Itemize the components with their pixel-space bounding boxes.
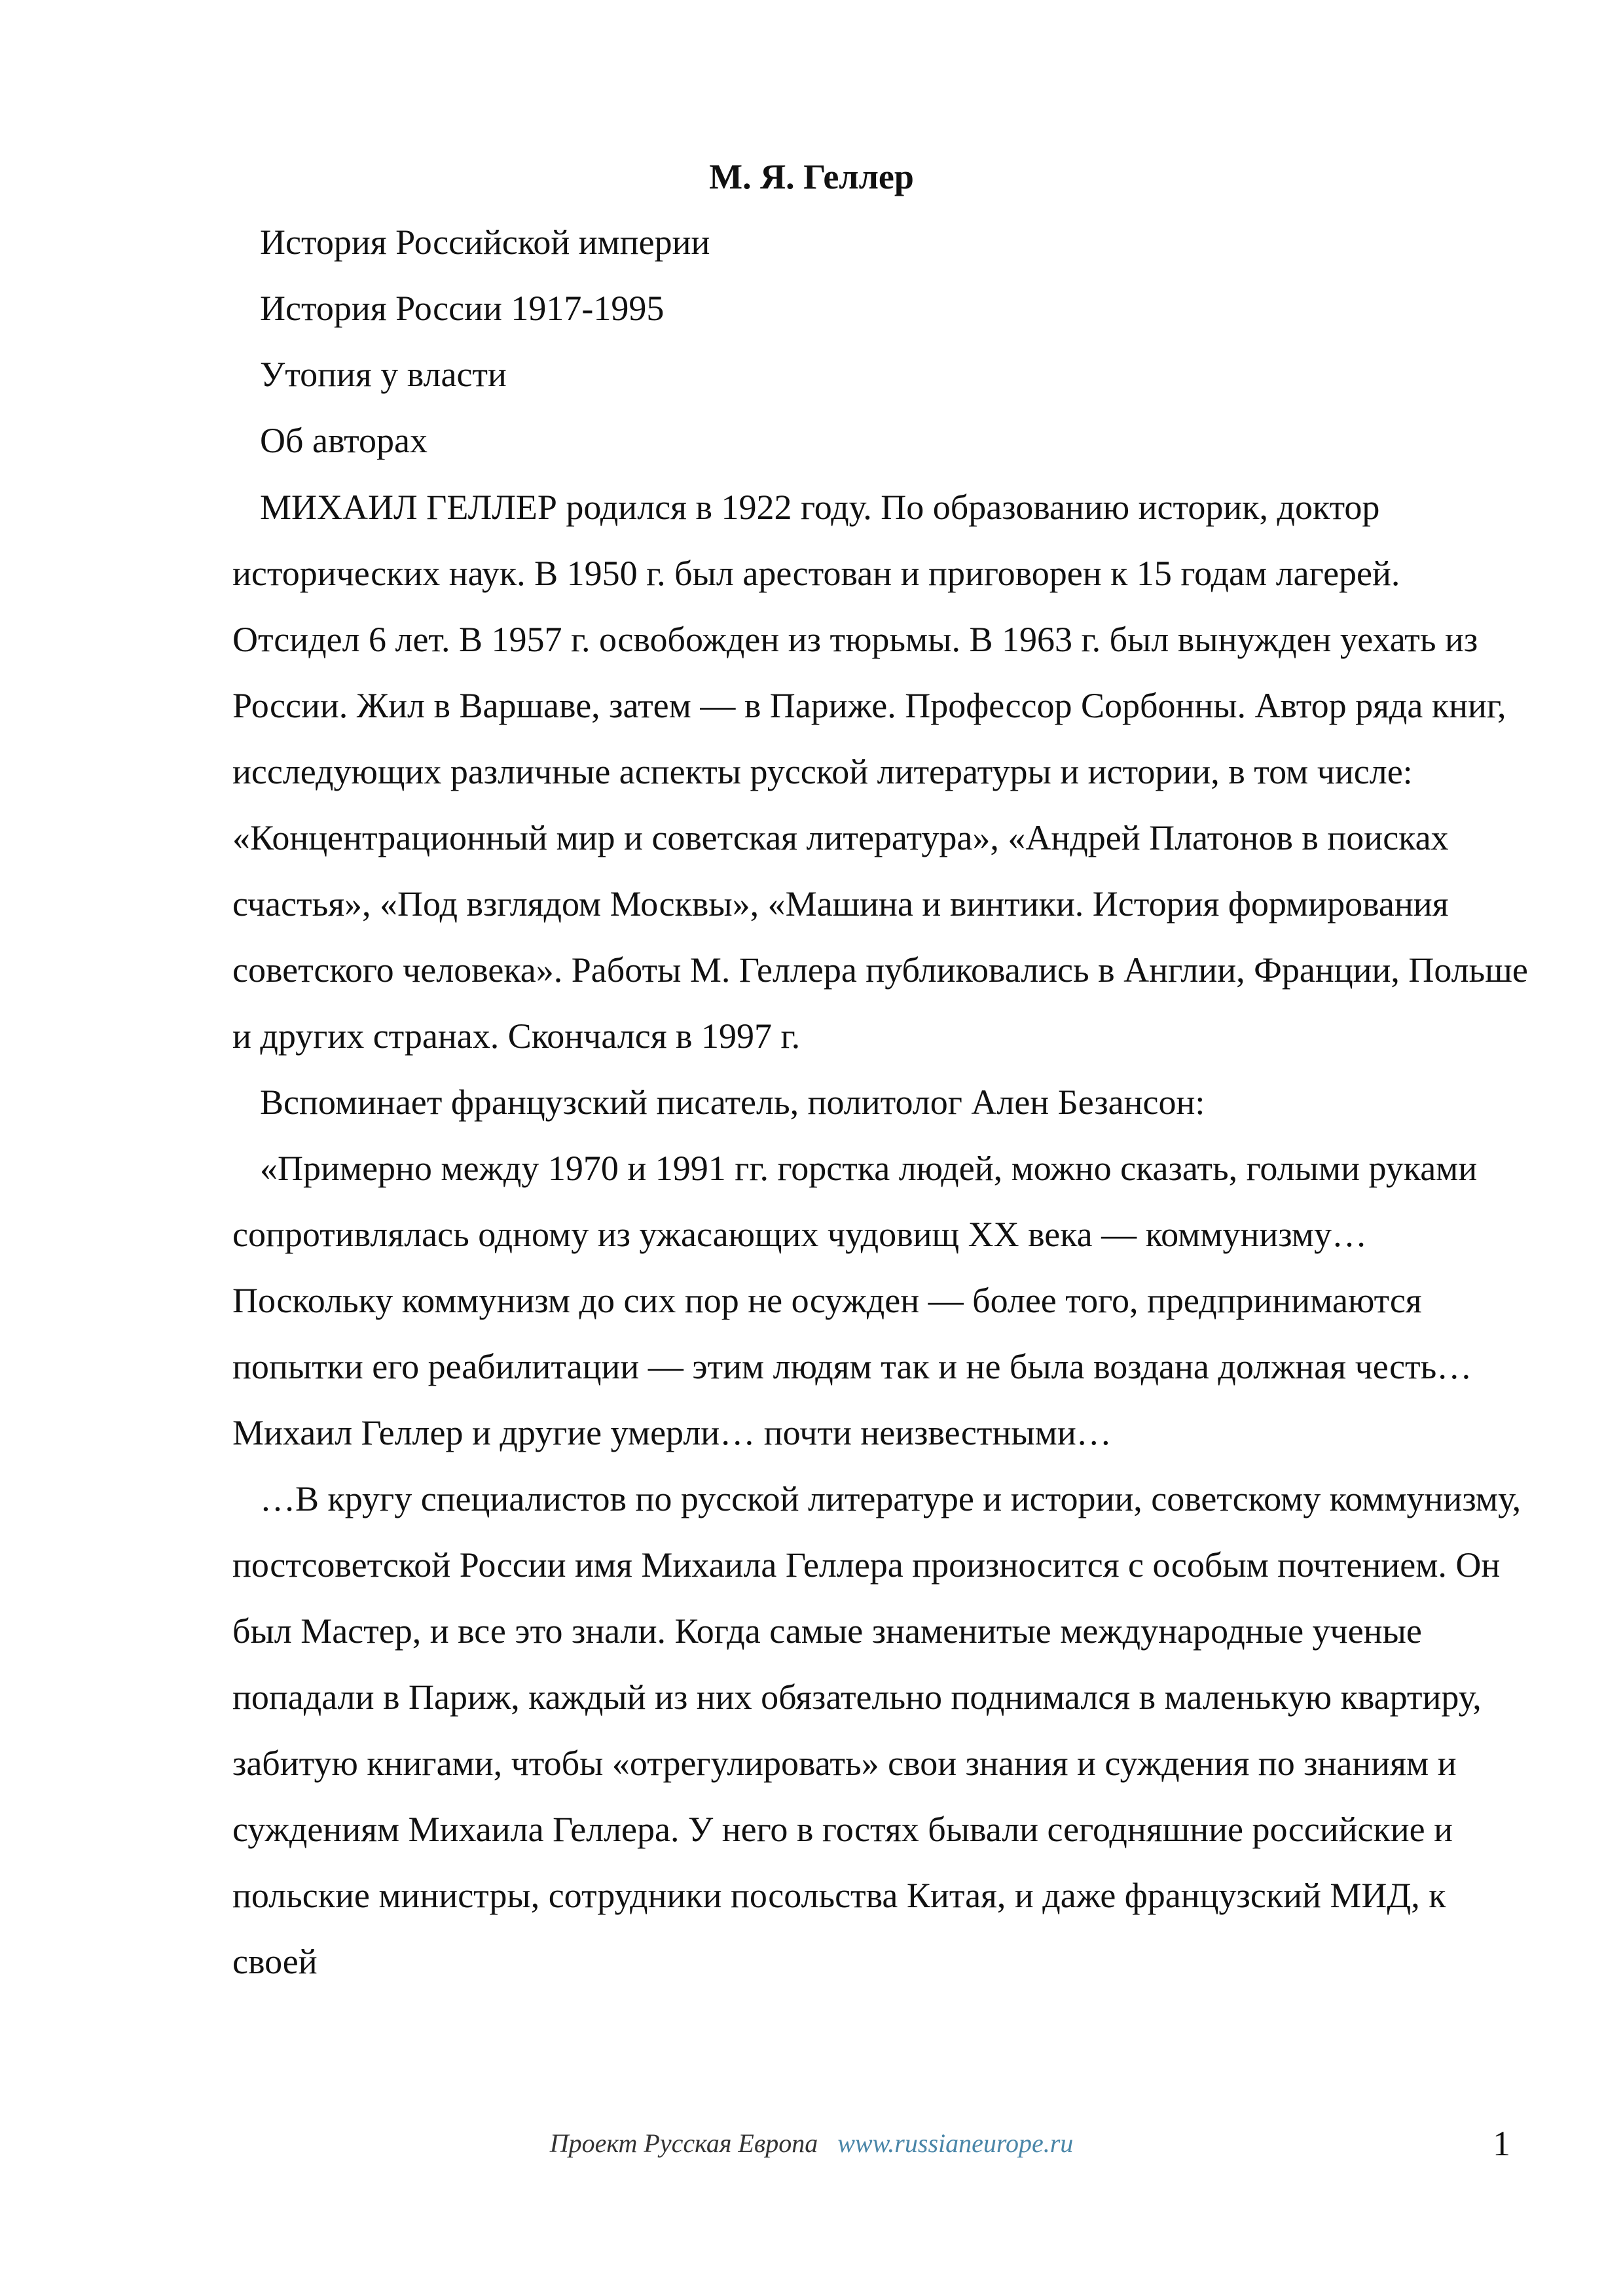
paragraph-intro-quote: Вспоминает французский писатель, политолог Ален Безансон: xyxy=(260,1083,1205,1122)
page-number: 1 xyxy=(1493,2124,1510,2163)
author-title: М. Я. Геллер xyxy=(709,157,914,196)
footer-project-name: Проект Русская Европа xyxy=(549,2128,818,2158)
document-body xyxy=(232,475,1535,1995)
paragraph-quote-2: …В кругу специалистов по русской литературе и истории, советскому коммунизму, постсоветской России имя Михаила Геллера произносится с особым почтением. Он был Мастер, и все это знали. Когда самые знаменитые международные ученые попадали в Париж, каждый из них обязательно поднимался в маленькую квартиру, забитую книгами, чтобы «отрегулировать» свои знания и суждения по знаниям и суждениям Михаила Геллера. У него в гостях бывали сегодняшние российские и польские министры, сотрудники посольства Китая, и даже французский МИД, к своей xyxy=(232,1479,1522,1981)
contents-item-ob-avtorah: Об авторах xyxy=(260,421,428,460)
contents-item-imperia: История Российской империи xyxy=(260,223,710,262)
paragraph-biography: МИХАИЛ ГЕЛЛЕР родился в 1922 году. По образованию историк, доктор исторических наук. В 1950 г. был арестован и приговорен к 15 годам лагерей. Отсидел 6 лет. В 1957 г. освобожден из тюрьмы. В 1963 г. был вынужден уехать из России. Жил в Варшаве, затем — в Париже. Профессор Сорбонны. Автор ряда книг, исследующих различные аспекты русской литературы и истории, в том числе: «Концентрационный мир и советская литература», «Андрей Платонов в поисках счастья», «Под взглядом Москвы», «Машина и винтики. История формирования советского человека». Работы М. Геллера публиковались в Англии, Франции, Польше и других странах. Скончался в 1997 г. xyxy=(232,488,1528,1056)
contents-item-rossii: История России 1917-1995 xyxy=(260,289,665,328)
paragraph-quote-1: «Примерно между 1970 и 1991 гг. горстка людей, можно сказать, голыми руками сопротивлялась одному из ужасающих чудовищ XX века — коммунизму… Поскольку коммунизм до сих пор не осужден — более того, предпринимаются попытки его реабилитации — этим людям так и не была воздана должная честь… Михаил Геллер и другие умерли… почти неизвестными… xyxy=(232,1149,1478,1452)
contents-list xyxy=(232,209,1535,474)
footer-website-link[interactable]: www.russianeurope.ru xyxy=(837,2128,1074,2158)
contents-item-utopia: Утопия у власти xyxy=(260,355,507,394)
page-footer xyxy=(0,2124,1623,2163)
